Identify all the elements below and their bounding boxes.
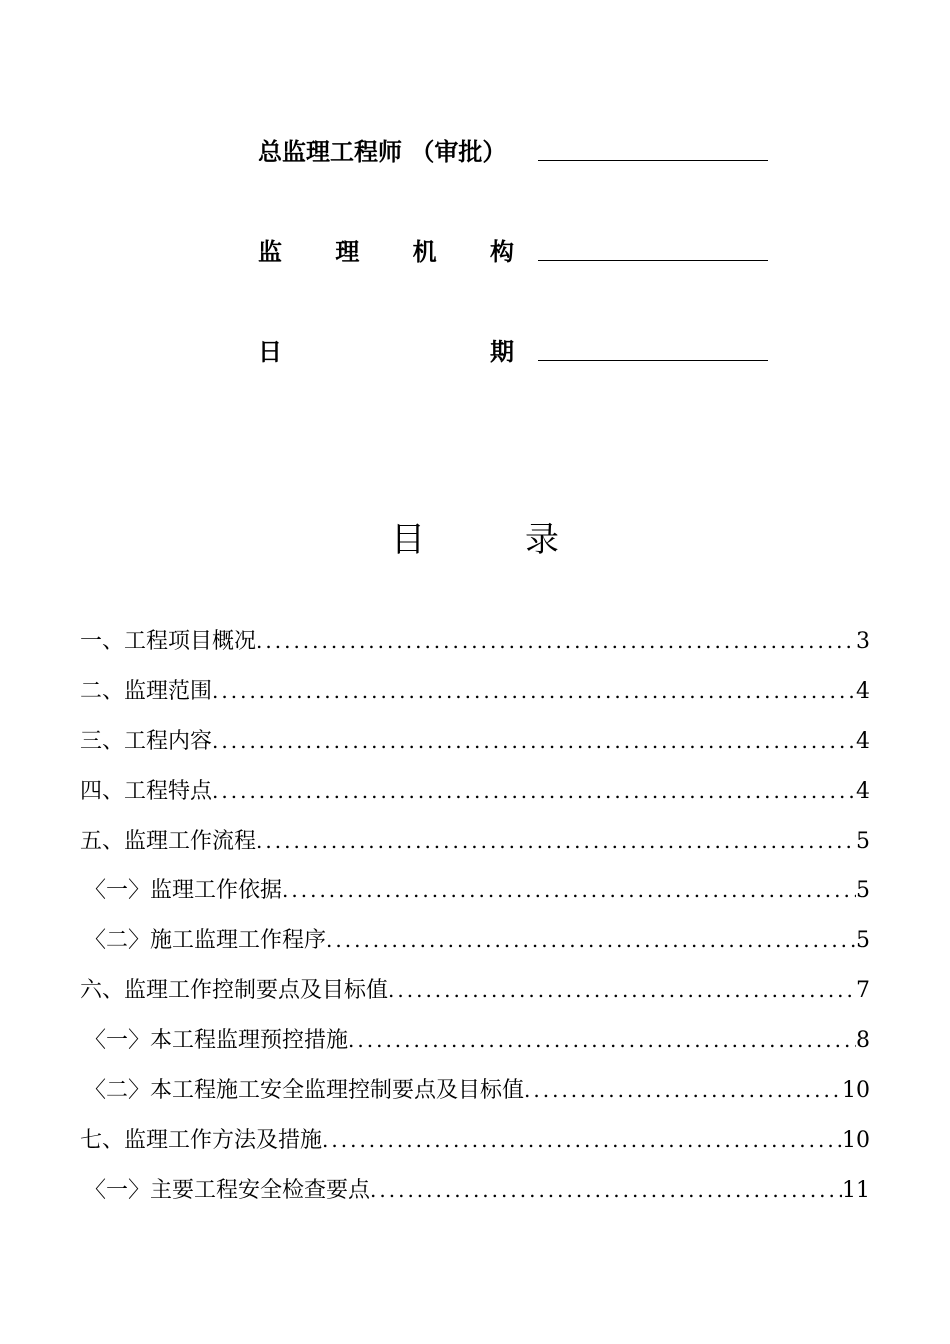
toc-entry-text: 三、工程内容 [80, 728, 213, 754]
toc-leader-dots [256, 818, 856, 864]
toc-title-char: 录 [525, 520, 559, 560]
toc-entry-page: 8 [856, 1028, 870, 1054]
chief-engineer-signature-line [538, 160, 768, 161]
signature-row-chief-engineer [258, 130, 778, 230]
toc-entry-text: 〈二〉施工监理工作程序 [84, 928, 327, 954]
toc-leader-dots [326, 917, 856, 963]
toc-title-char: 目 [391, 520, 425, 560]
toc-entry[interactable] [80, 718, 870, 768]
institution-label-char: 理 [335, 238, 360, 266]
toc-leader-dots [212, 668, 856, 714]
toc-entry-page: 7 [856, 978, 870, 1004]
toc-leader-dots [388, 967, 856, 1013]
toc-sub-entry[interactable] [80, 917, 870, 967]
toc-entry-page: 10 [842, 1078, 870, 1104]
toc-entry-page: 5 [856, 828, 870, 854]
institution-label-char: 构 [489, 238, 514, 266]
toc-sub-entry[interactable] [80, 1017, 870, 1067]
toc-entry-text: 〈一〉监理工作依据 [84, 878, 283, 904]
toc-entry[interactable] [80, 967, 870, 1017]
toc-entry[interactable] [80, 818, 870, 868]
toc-entry[interactable] [80, 1117, 870, 1167]
table-of-contents [80, 618, 870, 1217]
date-label-char: 日 [258, 338, 282, 366]
toc-sub-entry[interactable] [80, 867, 870, 917]
toc-entry-text: 七、监理工作方法及措施 [80, 1127, 323, 1153]
toc-leader-dots [212, 718, 856, 764]
date-signature-line [538, 360, 768, 361]
toc-entry-text: 二、监理范围 [80, 678, 213, 704]
institution-signature-line [538, 260, 768, 261]
toc-entry[interactable] [80, 668, 870, 718]
toc-sub-entry[interactable] [80, 1167, 870, 1217]
toc-entry-page: 4 [856, 778, 870, 804]
toc-entry-page: 4 [856, 678, 870, 704]
toc-leader-dots [524, 1067, 842, 1113]
toc-leader-dots [256, 618, 856, 664]
toc-sub-entry[interactable] [80, 1067, 870, 1117]
signature-row-date [258, 330, 778, 430]
toc-entry-page: 10 [842, 1127, 870, 1153]
toc-entry-page: 5 [856, 928, 870, 954]
toc-leader-dots [282, 867, 856, 913]
toc-entry-text: 五、监理工作流程 [80, 828, 257, 854]
toc-entry-page: 4 [856, 728, 870, 754]
institution-label [258, 234, 514, 270]
toc-entry-text: 四、工程特点 [80, 778, 213, 804]
toc-entry-text: 〈一〉本工程监理预控措施 [84, 1028, 349, 1054]
toc-entry-page: 3 [856, 629, 870, 654]
toc-leader-dots [370, 1167, 842, 1213]
signature-block [258, 130, 778, 430]
signature-row-institution [258, 230, 778, 330]
toc-leader-dots [348, 1017, 856, 1063]
toc-leader-dots [212, 768, 856, 814]
toc-title [0, 512, 950, 568]
toc-entry[interactable] [80, 768, 870, 818]
chief-engineer-label: 总监理工程师 （审批） [258, 138, 507, 166]
date-label [258, 334, 514, 370]
toc-entry-page: 5 [856, 878, 870, 904]
toc-entry-page: 11 [842, 1177, 870, 1203]
date-label-char: 期 [490, 338, 514, 366]
toc-entry[interactable] [80, 618, 870, 668]
toc-entry-text: 〈一〉主要工程安全检查要点 [84, 1177, 371, 1203]
institution-label-char: 监 [258, 238, 282, 266]
toc-entry-text: 〈二〉本工程施工安全监理控制要点及目标值 [84, 1078, 525, 1104]
institution-label-char: 机 [412, 238, 437, 266]
toc-leader-dots [322, 1117, 842, 1163]
toc-entry-text: 一、工程项目概况 [80, 629, 257, 654]
toc-entry-text: 六、监理工作控制要点及目标值 [80, 978, 389, 1004]
